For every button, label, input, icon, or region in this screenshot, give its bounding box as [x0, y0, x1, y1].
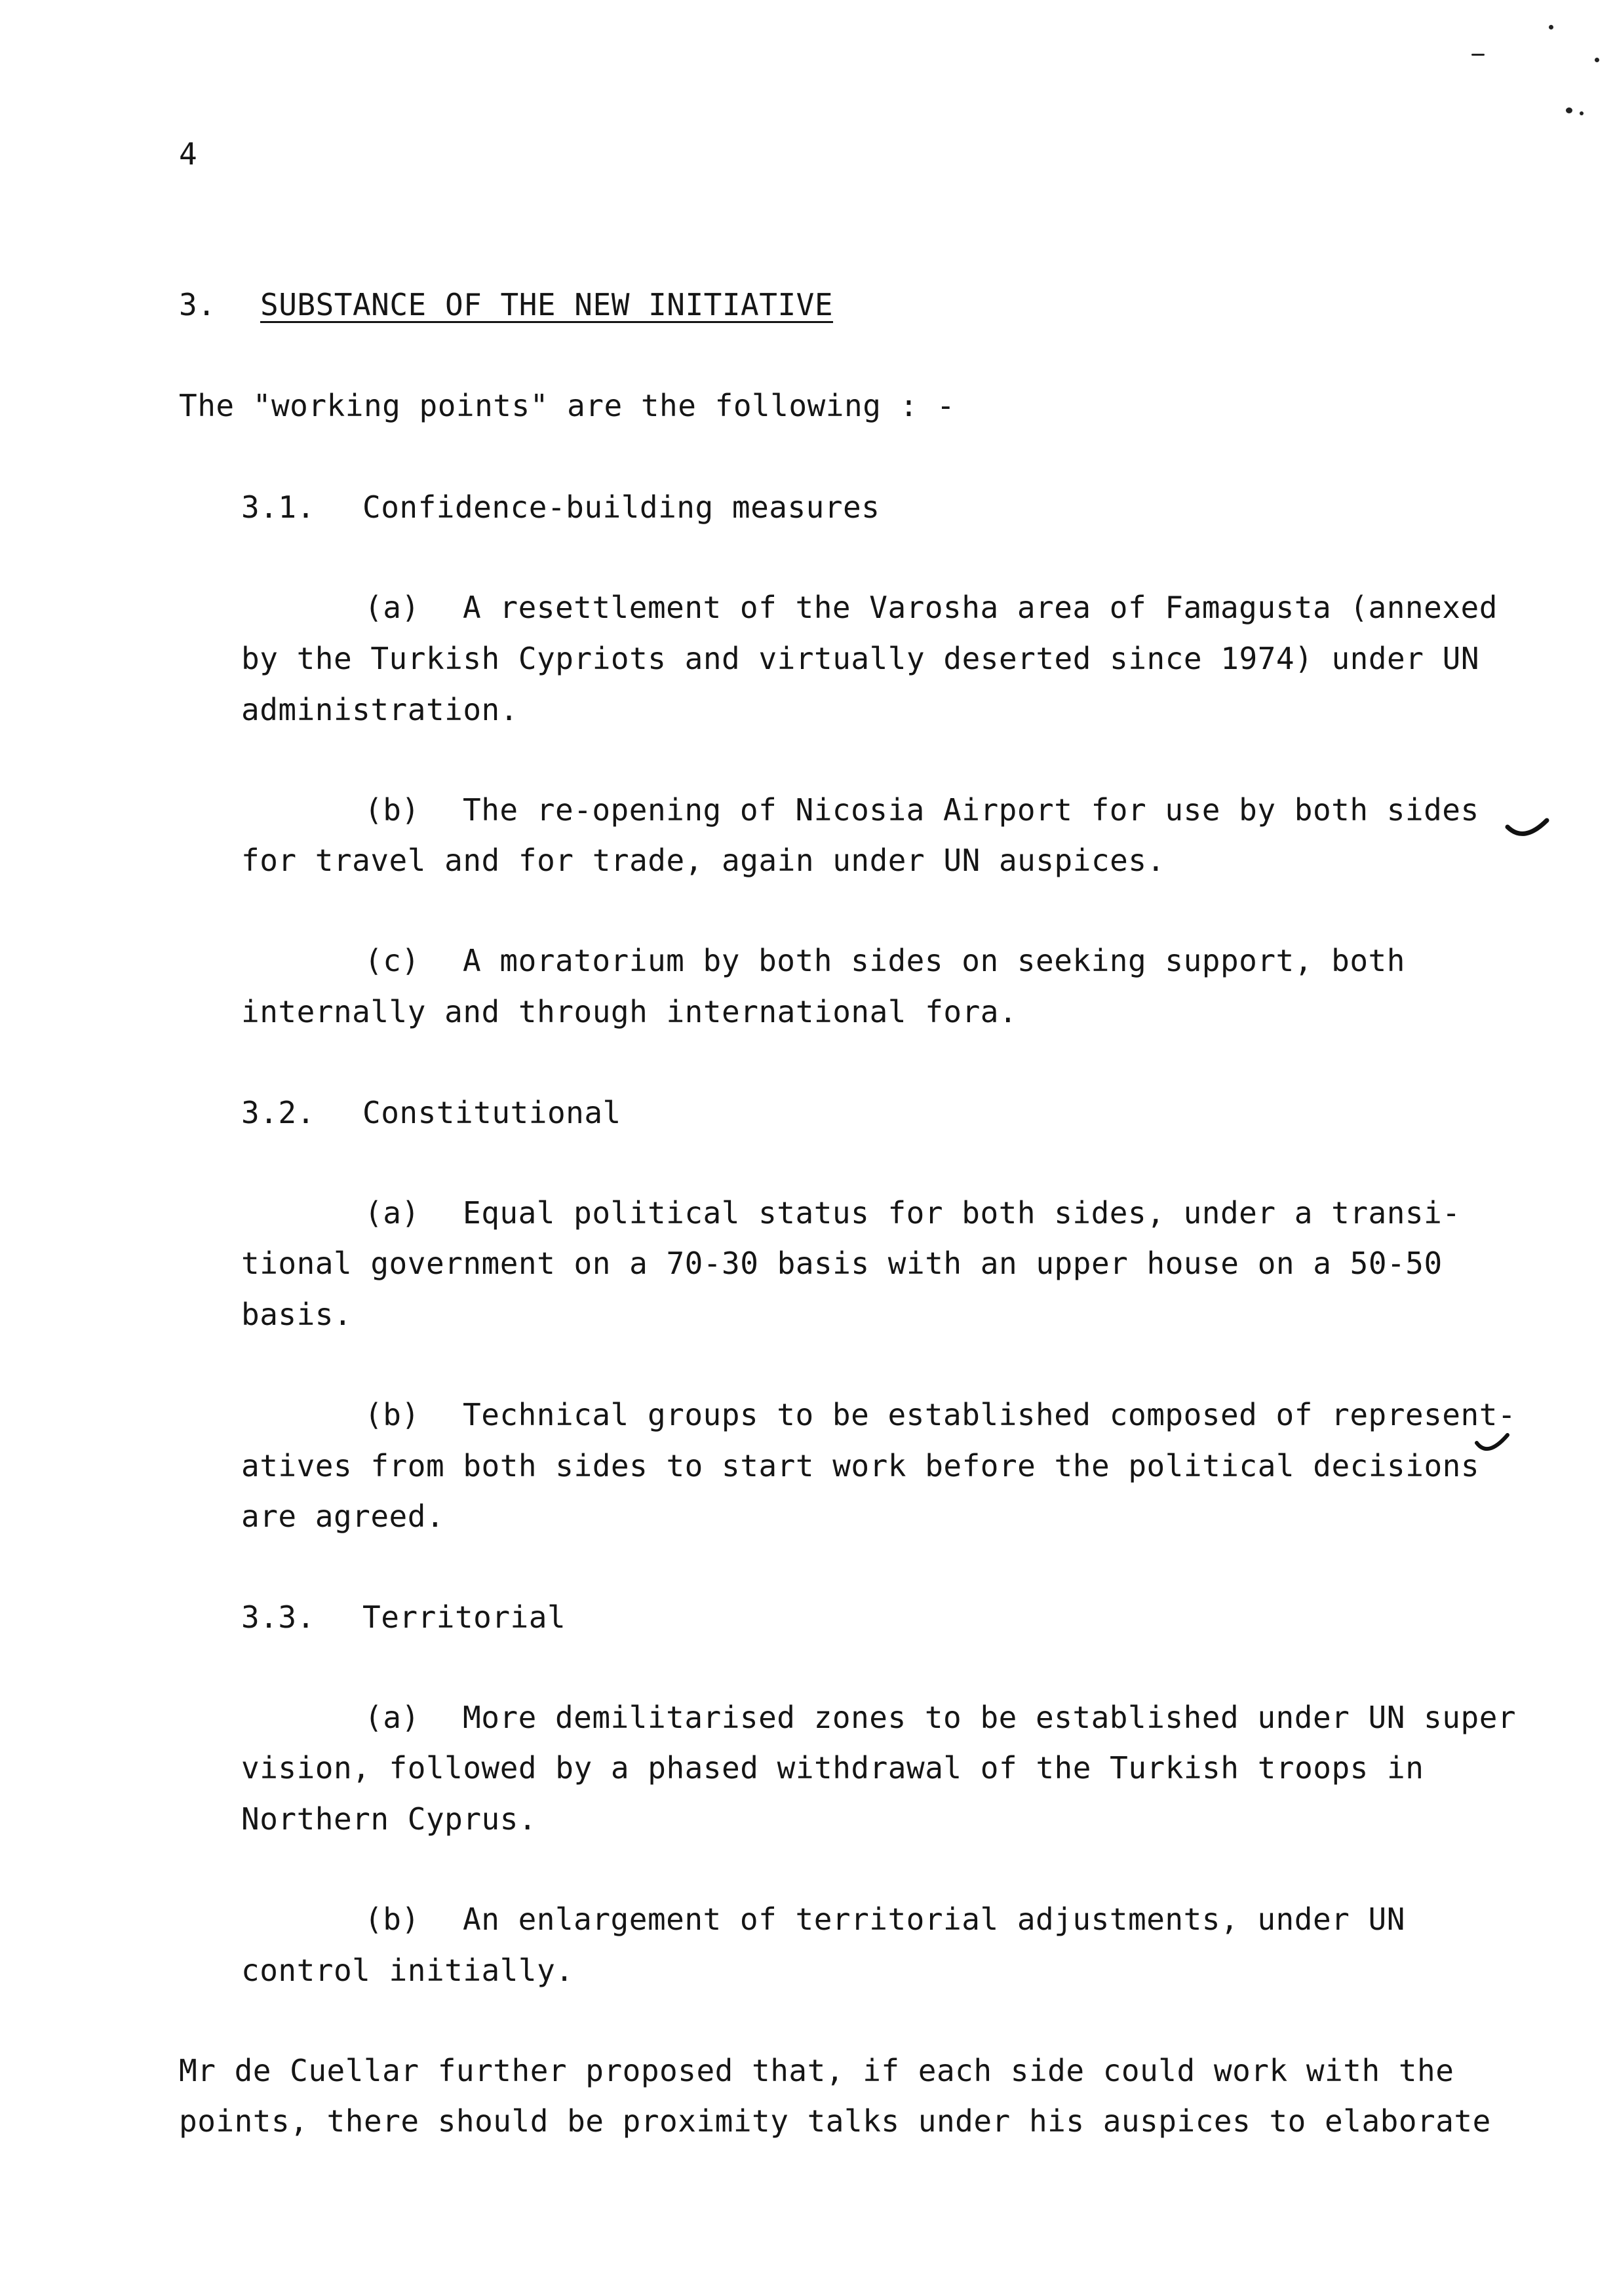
closing-line: points, there should be proximity talks under his auspices to elaborate [179, 2103, 1491, 2139]
item-line: Technical groups to be established composed of represent- [463, 1397, 1517, 1432]
item-line: Equal political status for both sides, under a transi- [463, 1195, 1461, 1231]
item-line: control initially. [241, 1953, 574, 1988]
item-line: administration. [241, 692, 518, 727]
item-line: internally and through international fora. [241, 994, 1018, 1029]
scan-speck [1595, 58, 1599, 62]
item-label: (b) [364, 1902, 420, 1937]
subsection-heading: Territorial [362, 1599, 566, 1635]
scan-speck [1566, 107, 1572, 113]
item-label: (a) [364, 1195, 420, 1231]
item-line: basis. [241, 1297, 353, 1332]
section-title: SUBSTANCE OF THE NEW INITIATIVE [260, 287, 834, 322]
item-label: (b) [364, 792, 420, 828]
item-label: (a) [364, 1700, 420, 1735]
check-mark-icon [1501, 794, 1560, 847]
intro-line: The "working points" are the following : - [179, 388, 956, 423]
subsection-number: 3.3. [241, 1599, 315, 1635]
scan-speck [1580, 111, 1584, 115]
section-number: 3. [179, 287, 216, 322]
scan-speck [1471, 54, 1485, 56]
item-line: are agreed. [241, 1499, 445, 1534]
item-line: atives from both sides to start work before the political decisions [241, 1448, 1480, 1483]
item-label: (a) [364, 590, 420, 625]
item-line: An enlargement of territorial adjustments, under UN [463, 1902, 1405, 1937]
item-line: by the Turkish Cypriots and virtually deserted since 1974) under UN [241, 641, 1480, 676]
subsection-heading: Constitutional [362, 1095, 621, 1130]
item-line: The re-opening of Nicosia Airport for use by both sides [463, 792, 1479, 828]
item-line: for travel and for trade, again under UN auspices. [241, 843, 1165, 878]
item-line: A resettlement of the Varosha area of Famagusta (annexed [463, 590, 1498, 625]
closing-line: Mr de Cuellar further proposed that, if each side could work with the [179, 2053, 1454, 2088]
check-mark-icon [1471, 1428, 1524, 1468]
item-label: (b) [364, 1397, 420, 1432]
item-line: vision, followed by a phased withdrawal of the Turkish troops in [241, 1750, 1424, 1786]
subsection-number: 3.1. [241, 489, 315, 525]
subsection-number: 3.2. [241, 1095, 315, 1130]
item-line: tional government on a 70-30 basis with an upper house on a 50-50 [241, 1246, 1443, 1281]
item-line: More demilitarised zones to be established under UN super [463, 1700, 1517, 1735]
item-line: Northern Cyprus. [241, 1801, 537, 1837]
item-label: (c) [364, 943, 420, 978]
page-number: 4 [179, 136, 198, 172]
item-line: A moratorium by both sides on seeking support, both [463, 943, 1405, 978]
subsection-heading: Confidence-building measures [362, 489, 880, 525]
scan-speck [1549, 25, 1553, 29]
